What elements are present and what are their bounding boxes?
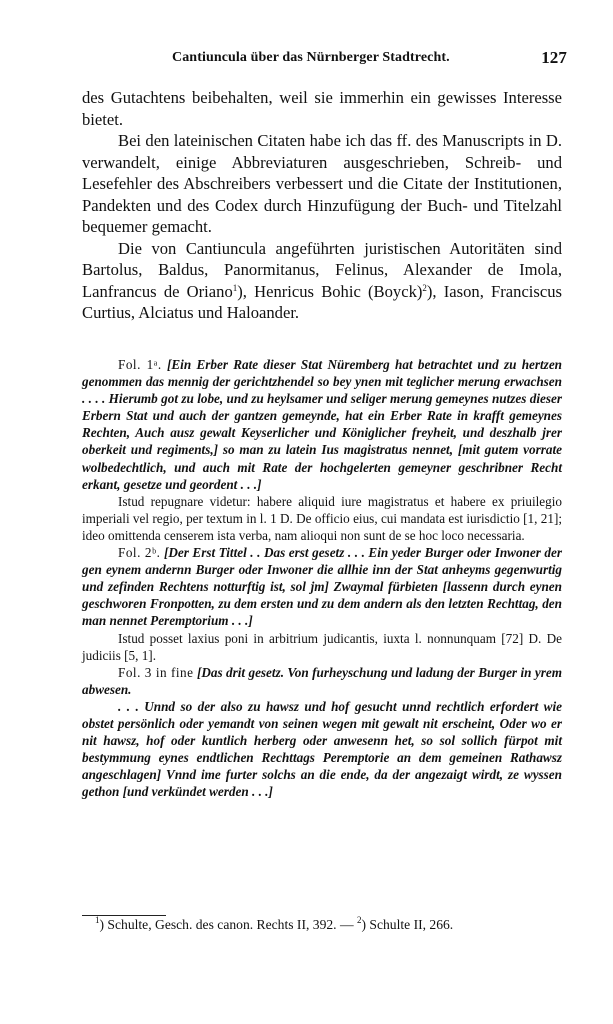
footnote-1-text: ) Schulte, Gesch. des canon. Rechts II, 392. — — [99, 917, 357, 932]
quote-fol-1a — [82, 356, 562, 493]
quote-fol-2b — [82, 544, 562, 629]
paragraph-3-part-c: ), Iason, Franciscus Curtius, Alciatus und Haloander. — [82, 281, 562, 322]
footnote-mark-1: 1 — [95, 915, 100, 925]
paragraph-1: des Gutachtens beibehalten, weil sie immerhin ein gewisses Interesse bietet. — [82, 88, 562, 129]
paragraph-2: Bei den lateinischen Citaten habe ich das ff. des Manuscripts in D. verwandelt, einige Abbreviaturen ausgeschrieben, Schreib- und Lesefehler des Abschreibers verbessert und die Citate der Institutionen, Pandekten und des Codex durch Hinzufügung der Buch- und Titelzahl bequemer gemacht. — [82, 131, 562, 236]
paragraph-3 — [82, 238, 562, 324]
german-quote: [Das drit gesetz. Von furheyschung und ladung der Burger in yrem abwesen. — [82, 664, 562, 697]
running-title: Cantiuncula über das Nürnberger Stadtrecht. — [172, 50, 450, 65]
footnote-mark-2: 2 — [356, 915, 362, 925]
footnote-ref-1[interactable]: 1 — [232, 282, 238, 293]
page-number: 127 — [541, 48, 567, 67]
latin-comment-1: Istud repugnare videtur: habere aliquid iure magistratus et habere ex priuilegio imperiali vel regio, per textum in l. 1 D. De officio eius, cui mandata est iurisdictio [1, 21]; ideo omittenda censerem ista verba, nam alioqui non sunt de se hoc loco necessaria. — [82, 493, 562, 543]
main-text — [82, 87, 562, 324]
german-quote-continued: . . . Unnd so der also zu hawsz und hof gesucht unnd rechtlich erfordert wie obstet persönlich oder yemandt von seinen wegen mit gewalt nit erscheint, Oder wo er nit hawsz, hof oder kuntlich herberg oder anwesenn het, so sol sollich fürpot mit bestymmung eynes endtlichen Rechttags Peremptorie an dem gemeinen Rathawsz angeschlagen] Vnnd ime furter solchs an die ende, da der angezaigt wirdt, ze wyssen gethon [und verkündet werden . . .] — [82, 698, 562, 800]
footnote-ref-2[interactable]: 2 — [422, 282, 427, 293]
running-header — [172, 50, 567, 72]
quotation-block — [82, 356, 562, 800]
german-quote: [Der Erst Tittel . . Das erst gesetz . . . Ein yeder Burger oder Inwoner der gen eynem andernn Burger oder Inwoner die allhie inn der Stat anheyms gegenwurtig und zefinden Rechtens notturftig ist, sol jm] Zwaymal fürbieten [lassenn durch eynen geschworen Fronpotten, zu dem ersten und zu dem andern als den letzten Rechttag, den man nennet Peremptorium . . .] — [82, 545, 562, 629]
footnotes — [95, 916, 565, 933]
folio-ref: Fol. 1ᵃ. — [118, 357, 162, 372]
quote-fol-3 — [82, 664, 562, 698]
folio-ref: Fol. 3 in fine — [118, 664, 194, 680]
german-quote: [Ein Erber Rate dieser Stat Nüremberg hat betrachtet und zu hertzen genommen das mennig der gerichtzhendel so bey ynen mit teglicher merung erwachsen . . . . Hierumb got zu lobe, und zu heylsamer und seliger merung gemeynes nutzes dieser Erbern Stat und auch der gantzen gemeynde, hat ein Erber Rate in krafft gemeynes Rechten, Auch ausz gewalt Keyserlicher und Königlicher freyheit, und deszhalb jrer oberkeit und regiments,] so man zu latein Ius magistratus nennet, [mit gutem vorrate wolbedechtlich, und auch mit Rate der hochgelerten gemeyner geschribner Recht erkant, gesetze und geordent . . .] — [82, 357, 563, 492]
paragraph-3-part-a: Die von Cantiuncula angeführten juristischen Autoritäten sind Bartolus, Baldus, Panormitanus, Felinus, Alexander de Imola, Lanfrancus de Oriano — [82, 238, 562, 301]
latin-comment-2: Istud posset laxius poni in arbitrium judicantis, iuxta l. nonnunquam [72] D. De judiciis [5, 1]. — [82, 630, 562, 663]
folio-ref: Fol. 2ᵇ. — [118, 545, 161, 561]
footnote-2-text: ) Schulte II, 266. — [361, 917, 454, 932]
paragraph-3-part-b: ), Henricus Bohic (Boyck) — [237, 281, 423, 301]
